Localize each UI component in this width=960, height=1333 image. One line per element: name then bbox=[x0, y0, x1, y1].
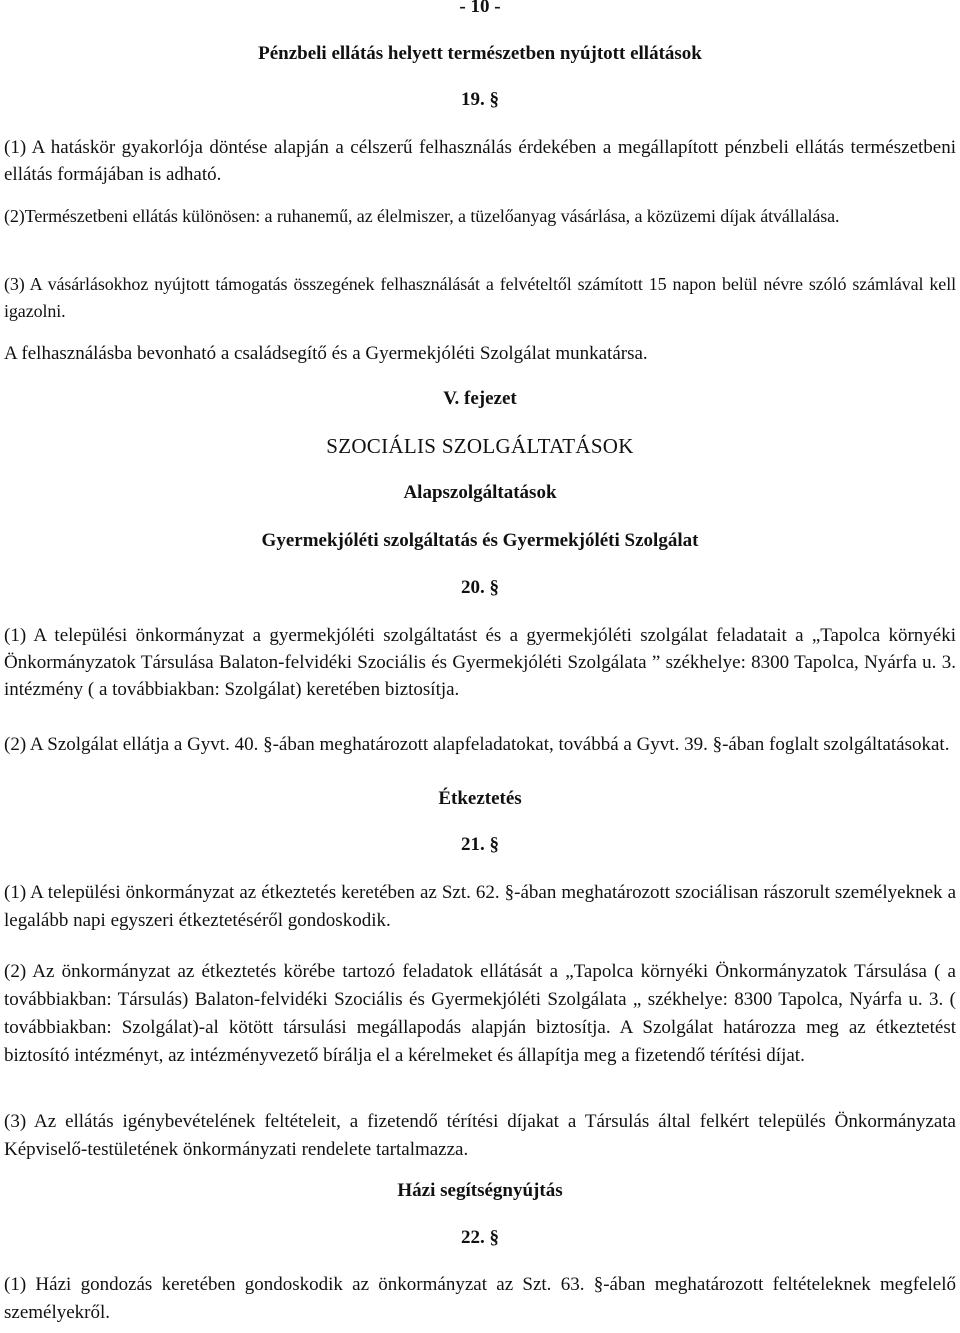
section-22-title: Házi segítségnyújtás bbox=[397, 1180, 563, 1201]
section-21-number: 21. § bbox=[461, 834, 499, 855]
chapter-label: V. fejezet bbox=[443, 388, 517, 409]
chapter-subtitle: Alapszolgáltatások bbox=[403, 482, 557, 503]
section-20-title: Gyermekjóléti szolgáltatás és Gyermekjóléti Szolgálat bbox=[261, 530, 699, 551]
section-21-title: Étkeztetés bbox=[438, 788, 522, 809]
section-19-title: Pénzbeli ellátás helyett természetben nyújtott ellátások bbox=[258, 43, 702, 64]
section-21-para-3: (3) Az ellátás igénybevételének feltételeit, a fizetendő térítési díjakat a Társulás által felkért település Önkormányzata Képviselő-testületének önkormányzati rendelete tartalmazza. bbox=[4, 1111, 956, 1160]
section-21-para-1: (1) A települési önkormányzat az étkeztetés keretében az Szt. 62. §-ában meghatározott szociálisan rászorult személyeknek a legalább napi egyszeri étkeztetéséről gondoskodik. bbox=[4, 882, 956, 931]
section-20-para-1: (1) A települési önkormányzat a gyermekjóléti szolgáltatást és a gyermekjóléti szolgálat feladatait a „Tapolca környéki Önkormányzatok Társulása Balaton-felvidéki Szociális és Gyermekjóléti Szolgálata ” székhelye: 8300 Tapolca, Nyárfa u. 3. intézmény ( a továbbiakban: Szolgálat) keretében biztosítja. bbox=[4, 625, 956, 700]
section-20-para-2: (2) A Szolgálat ellátja a Gyvt. 40. §-ában meghatározott alapfeladatokat, továbbá a Gyvt. 39. §-ában foglalt szolgáltatásokat. bbox=[4, 734, 950, 755]
section-20-number: 20. § bbox=[461, 577, 499, 598]
section-22-para-1: (1) Házi gondozás keretében gondoskodik az önkormányzat az Szt. 63. §-ában meghatározott feltételeknek megfelelő személyekről. bbox=[4, 1274, 956, 1323]
chapter-title: SZOCIÁLIS SZOLGÁLTATÁSOK bbox=[326, 434, 634, 458]
section-19-para-4: A felhasználásba bevonható a családsegítő és a Gyermekjóléti Szolgálat munkatársa. bbox=[4, 343, 648, 364]
section-19-para-1: (1) A hatáskör gyakorlója döntése alapján a célszerű felhasználás érdekében a megállapított pénzbeli ellátás természetbeni ellátás formájában is adható. bbox=[4, 137, 956, 185]
section-22-number: 22. § bbox=[461, 1227, 499, 1248]
section-19-number: 19. § bbox=[461, 89, 499, 110]
page-number: - 10 - bbox=[459, 0, 501, 17]
section-21-para-2: (2) Az önkormányzat az étkeztetés körébe tartozó feladatok ellátását a „Tapolca környéki Önkormányzatok Társulása ( a továbbiakban: Társulás) Balaton-felvidéki Szociális és Gyermekjóléti Szolgálata „ székhelye: 8300 Tapolca, Nyárfa u. 3. ( továbbiakban: Szolgálat)-al kötött társulási megállapodás alapján biztosítja. A Szolgálat határozza meg az étkeztetést biztosító intézményt, az intézményvezető bírálja el a kérelmeket és állapítja meg a fizetendő térítési díjat. bbox=[4, 961, 956, 1066]
section-19-para-3: (3) A vásárlásokhoz nyújtott támogatás összegének felhasználását a felvételtől számított 15 napon belül névre szóló számlával kell igazolni. bbox=[4, 274, 956, 321]
section-19-para-2: (2)Természetbeni ellátás különösen: a ruhanemű, az élelmiszer, a tüzelőanyag vásárlása, a közüzemi díjak átvállalása. bbox=[4, 206, 840, 226]
